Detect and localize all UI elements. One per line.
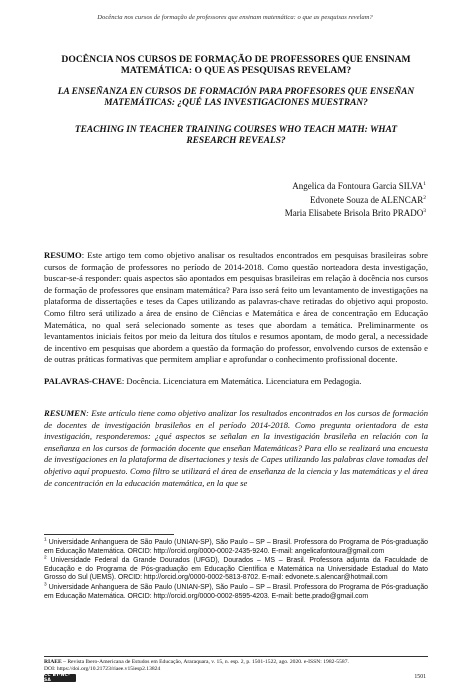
author-3-footnote-mark[interactable]: 3 — [423, 208, 426, 214]
author-1-footnote-mark[interactable]: 1 — [423, 181, 426, 187]
abstract-portuguese — [44, 250, 428, 366]
journal-doi-link[interactable]: DOI: https://doi.org/10.21723/riaee.v15iesp2.13824 — [44, 665, 161, 672]
footnote-divider — [44, 534, 174, 535]
resumen-label: RESUMEN — [44, 408, 87, 418]
journal-citation — [44, 659, 428, 672]
footnote-2: $^2$ Universidade Federal da Grande Dourados (UFGD), Dourados – MS – Brasil. Professora adjunta da Faculdade de Educação e do Programa de Pós-graduação em Educação Científica e Matemática na Universidade Estadual do Mato Grosso do Sul (UEMS). ORCID: http://orcid.org/0000-0002-5813-8702. E-mail: edvonete.s.alencar@hotmail.com — [44, 555, 428, 582]
page-number: 1501 — [414, 674, 426, 680]
abstract-label: RESUMO — [44, 250, 82, 260]
keywords-label: PALAVRAS-CHAVE — [44, 376, 122, 386]
journal-details: – Revista Ibero-Americana de Estudos em Educação, Araraquara, v. 15, n. esp. 2, p. 1501-1522, ago. 2020. e-ISSN: 1982-5587. — [61, 659, 349, 665]
running-head: Docência nos cursos de formação de professores que ensinam matemática: o que as pesquisas revelam? — [97, 14, 373, 21]
keywords — [44, 376, 428, 388]
resumen-text: : Este artículo tiene como objetivo analizar los resultados encontrados en los cursos de formación de docentes de investigación brasileños en el período 2014-2018. Como pregunta orientadora de esta investigación, responderemos: ¿qué aspectos se señalan en la investigación brasileña en relación con la enseñanza en los cursos de formación docente que enseñan Matemáticas? Para ello se realizará una encuesta de investigaciones en la plataforma de disertaciones y tesis de Capes utilizando las palabras clave tomadas del objetivo aquí propuesto. Como filtro se utilizará el área de enseñanza de la ciencia y las matemáticas y el área de concentración en la educación matemática, en la que se — [44, 408, 428, 488]
creative-commons-license-icon[interactable]: CC BY-NC-SA — [44, 674, 76, 682]
keywords-text: : Docência. Licenciatura em Matemática. Licenciatura em Pedagogia. — [121, 376, 362, 386]
title-english: TEACHING IN TEACHER TRAINING COURSES WHO TEACH MATH: WHAT RESEARCH REVEALS? — [74, 125, 398, 146]
footnote-1: $^1$ Universidade Anhanguera de São Paulo (UNIAN-SP), São Paulo – SP – Brasil. Professora do Programa de Pós-graduação em Educação Matemática. ORCID: http://orcid.org/0000-0002-2435-9240. E-mail: angelicafontoura@gmail.com — [44, 537, 428, 555]
abstract-spanish — [44, 408, 428, 526]
abstract-text: : Este artigo tem como objetivo analisar os resultados encontrados em pesquisas brasileiras sobre cursos de formação de professores no período de 2014-2018. Como questão norteadora desta investigação, buscar-se-á responder: quais aspectos são apontados em pesquisas brasileiras em relação à docência nos cursos de formação de professores que ensinam matemática? Para isso será feito um levantamento de investigações na plataforma de dissertações e teses da Capes utilizando as palavras-chave retiradas do objetivo aqui proposto. Como filtro será utilizado a área de ensino de Ciências e Matemática e área de concentração em Educação Matemática, no qual será selecionado somente as teses que abordam a temática. Preliminarmente os levantamentos iniciais feitos por meio da leitura dos títulos e resumos apontam, de modo geral, a necessidade de incentivo em pesquisas que abordem a questão da formação do professor, envolvendo cursos de extensão e de outras práticas formativas que permitem ampliar e aprofundar o conhecimento profissional docente. — [44, 250, 428, 365]
title-spanish: LA ENSEÑANZA EN CURSOS DE FORMACIÓN PARA PROFESORES QUE ENSEÑAN MATEMÁTICAS: ¿QUÉ LAS INVESTIGACIONES MUESTRAN? — [57, 87, 415, 108]
author-1: Angelica da Fontoura Garcia SILVA$^1$ — [292, 181, 426, 191]
author-3: Maria Elisabete Brisola Brito PRADO$^3$ — [284, 208, 426, 218]
journal-divider — [44, 656, 428, 657]
author-2: Edvonete Souza de ALENCAR$^2$ — [310, 194, 426, 205]
footnotes — [44, 539, 428, 602]
footnote-3: $^3$ Universidade Anhanguera de São Paulo (UNIAN-SP), São Paulo – SP – Brasil. Professora do Programa de Pós-graduação em Educação Matemática. ORCID: http://orcid.org/0000-0002-8595-4203. E-mail: bette.prado@gmail.com — [44, 582, 428, 600]
author-2-footnote-mark[interactable]: 2 — [423, 194, 426, 201]
author-list — [285, 180, 426, 221]
title-portuguese: DOCÊNCIA NOS CURSOS DE FORMAÇÃO DE PROFESSORES QUE ENSINAM MATEMÁTICA: O QUE AS PESQUISAS REVELAM? — [61, 54, 411, 76]
journal-name: RIAEE — [44, 659, 62, 665]
